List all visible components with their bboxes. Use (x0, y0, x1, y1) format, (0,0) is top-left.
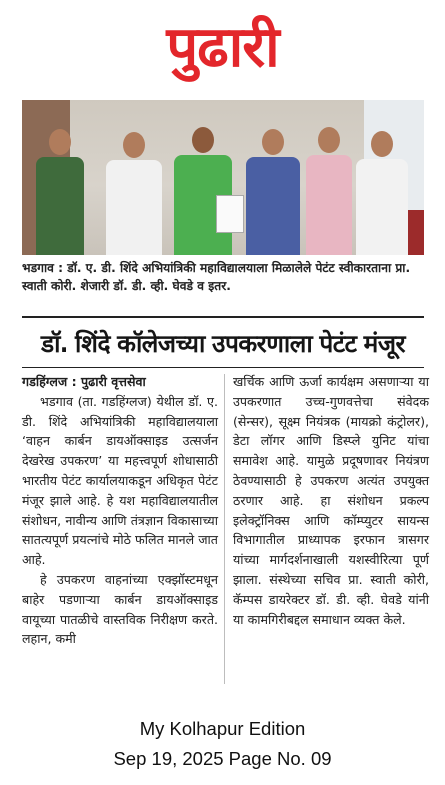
photo-person-4 (244, 129, 302, 255)
photo-person-3 (172, 127, 234, 255)
article-paragraph-3: खर्चिक आणि ऊर्जा कार्यक्षम असणाऱ्या या उपकरणात उच्च-गुणवत्तेचा संवेदक (सेन्सर), सूक्ष्म नियंत्रक (मायक्रो कंट्रोलर), डेटा लॉगर आणि डिस्प्ले युनिट यांचा समावेश आहे. यामुळे प्रदूषणावर नियंत्रण ठेवण्यासाठी हे उपकरण अत्यंत उपयुक्त ठरणार आहे. हा संशोधन प्रकल्प इलेक्ट्रॉनिक्स आणि कॉम्प्युटर सायन्स विभागातील प्राध्यापक इरफान त्रासगर यांच्या मार्गदर्शनाखाली यशस्वीरित्या पूर्ण झाला. संस्थेच्या सचिव प्रा. स्वाती कोरी, कॅम्पस डायरेक्टर डॉ. डी. व्ही. घेवडे यांनी या कामगिरीबद्दल समाधान व्यक्त केले. (233, 374, 429, 627)
photo-person-6 (354, 131, 410, 255)
photo-person-1 (34, 129, 86, 255)
column-divider (224, 374, 225, 684)
news-photo (22, 100, 424, 255)
newspaper-logo: पुढारी (166, 14, 279, 80)
photo-person-5 (304, 127, 354, 255)
article-paragraph-1: भडगाव (ता. गडहिंग्लज) येथील डॉ. ए. डी. शिंदे अभियांत्रिकी महाविद्यालयाला ‘वाहन कार्बन डायऑक्साइड उत्सर्जन देखरेख उपकरण’ या महत्त्वपूर्ण शोधासाठी भारतीय पेटंट कार्यालयाकडून अधिकृत पेटंट मंजूर झाले आहे. हे यश महाविद्यालयातील संशोधन, नावीन्य आणि तंत्रज्ञान विकासाच्या सातत्यपूर्ण प्रयत्नांचे मोठे फलित मानले जात आहे. (22, 393, 218, 568)
photo-caption: भडगाव : डॉ. ए. डी. शिंदे अभियांत्रिकी महाविद्यालयाला मिळालेले पेटंट स्वीकारताना प्रा. स्वाती कोरी. शेजारी डॉ. डी. व्ही. घेवडे व इतर. (22, 261, 411, 293)
edition-label: My Kolhapur Edition (139, 718, 306, 739)
photo-person-2 (104, 132, 164, 255)
article-paragraph-2: हे उपकरण वाहनांच्या एक्झॉस्टमधून बाहेर पडणाऱ्या कार्बन डायऑक्साइड वायूच्या पातळीचे वास्तविक निरीक्षण करते. लहान, कमी (22, 571, 218, 647)
headline: डॉ. शिंदे कॉलेजच्या उपकरणाला पेटंट मंजूर (40, 328, 406, 358)
article-column-right (233, 372, 429, 629)
headline-top-rule (22, 316, 424, 318)
date-page-label: Sep 19, 2025 Page No. 09 (113, 748, 332, 769)
dateline: गडहिंग्लज : पुढारी वृत्तसेवा (22, 374, 146, 389)
photo-patent-document (216, 195, 242, 235)
masthead (0, 0, 445, 95)
headline-bottom-rule (22, 367, 424, 368)
article-column-left (22, 372, 218, 649)
